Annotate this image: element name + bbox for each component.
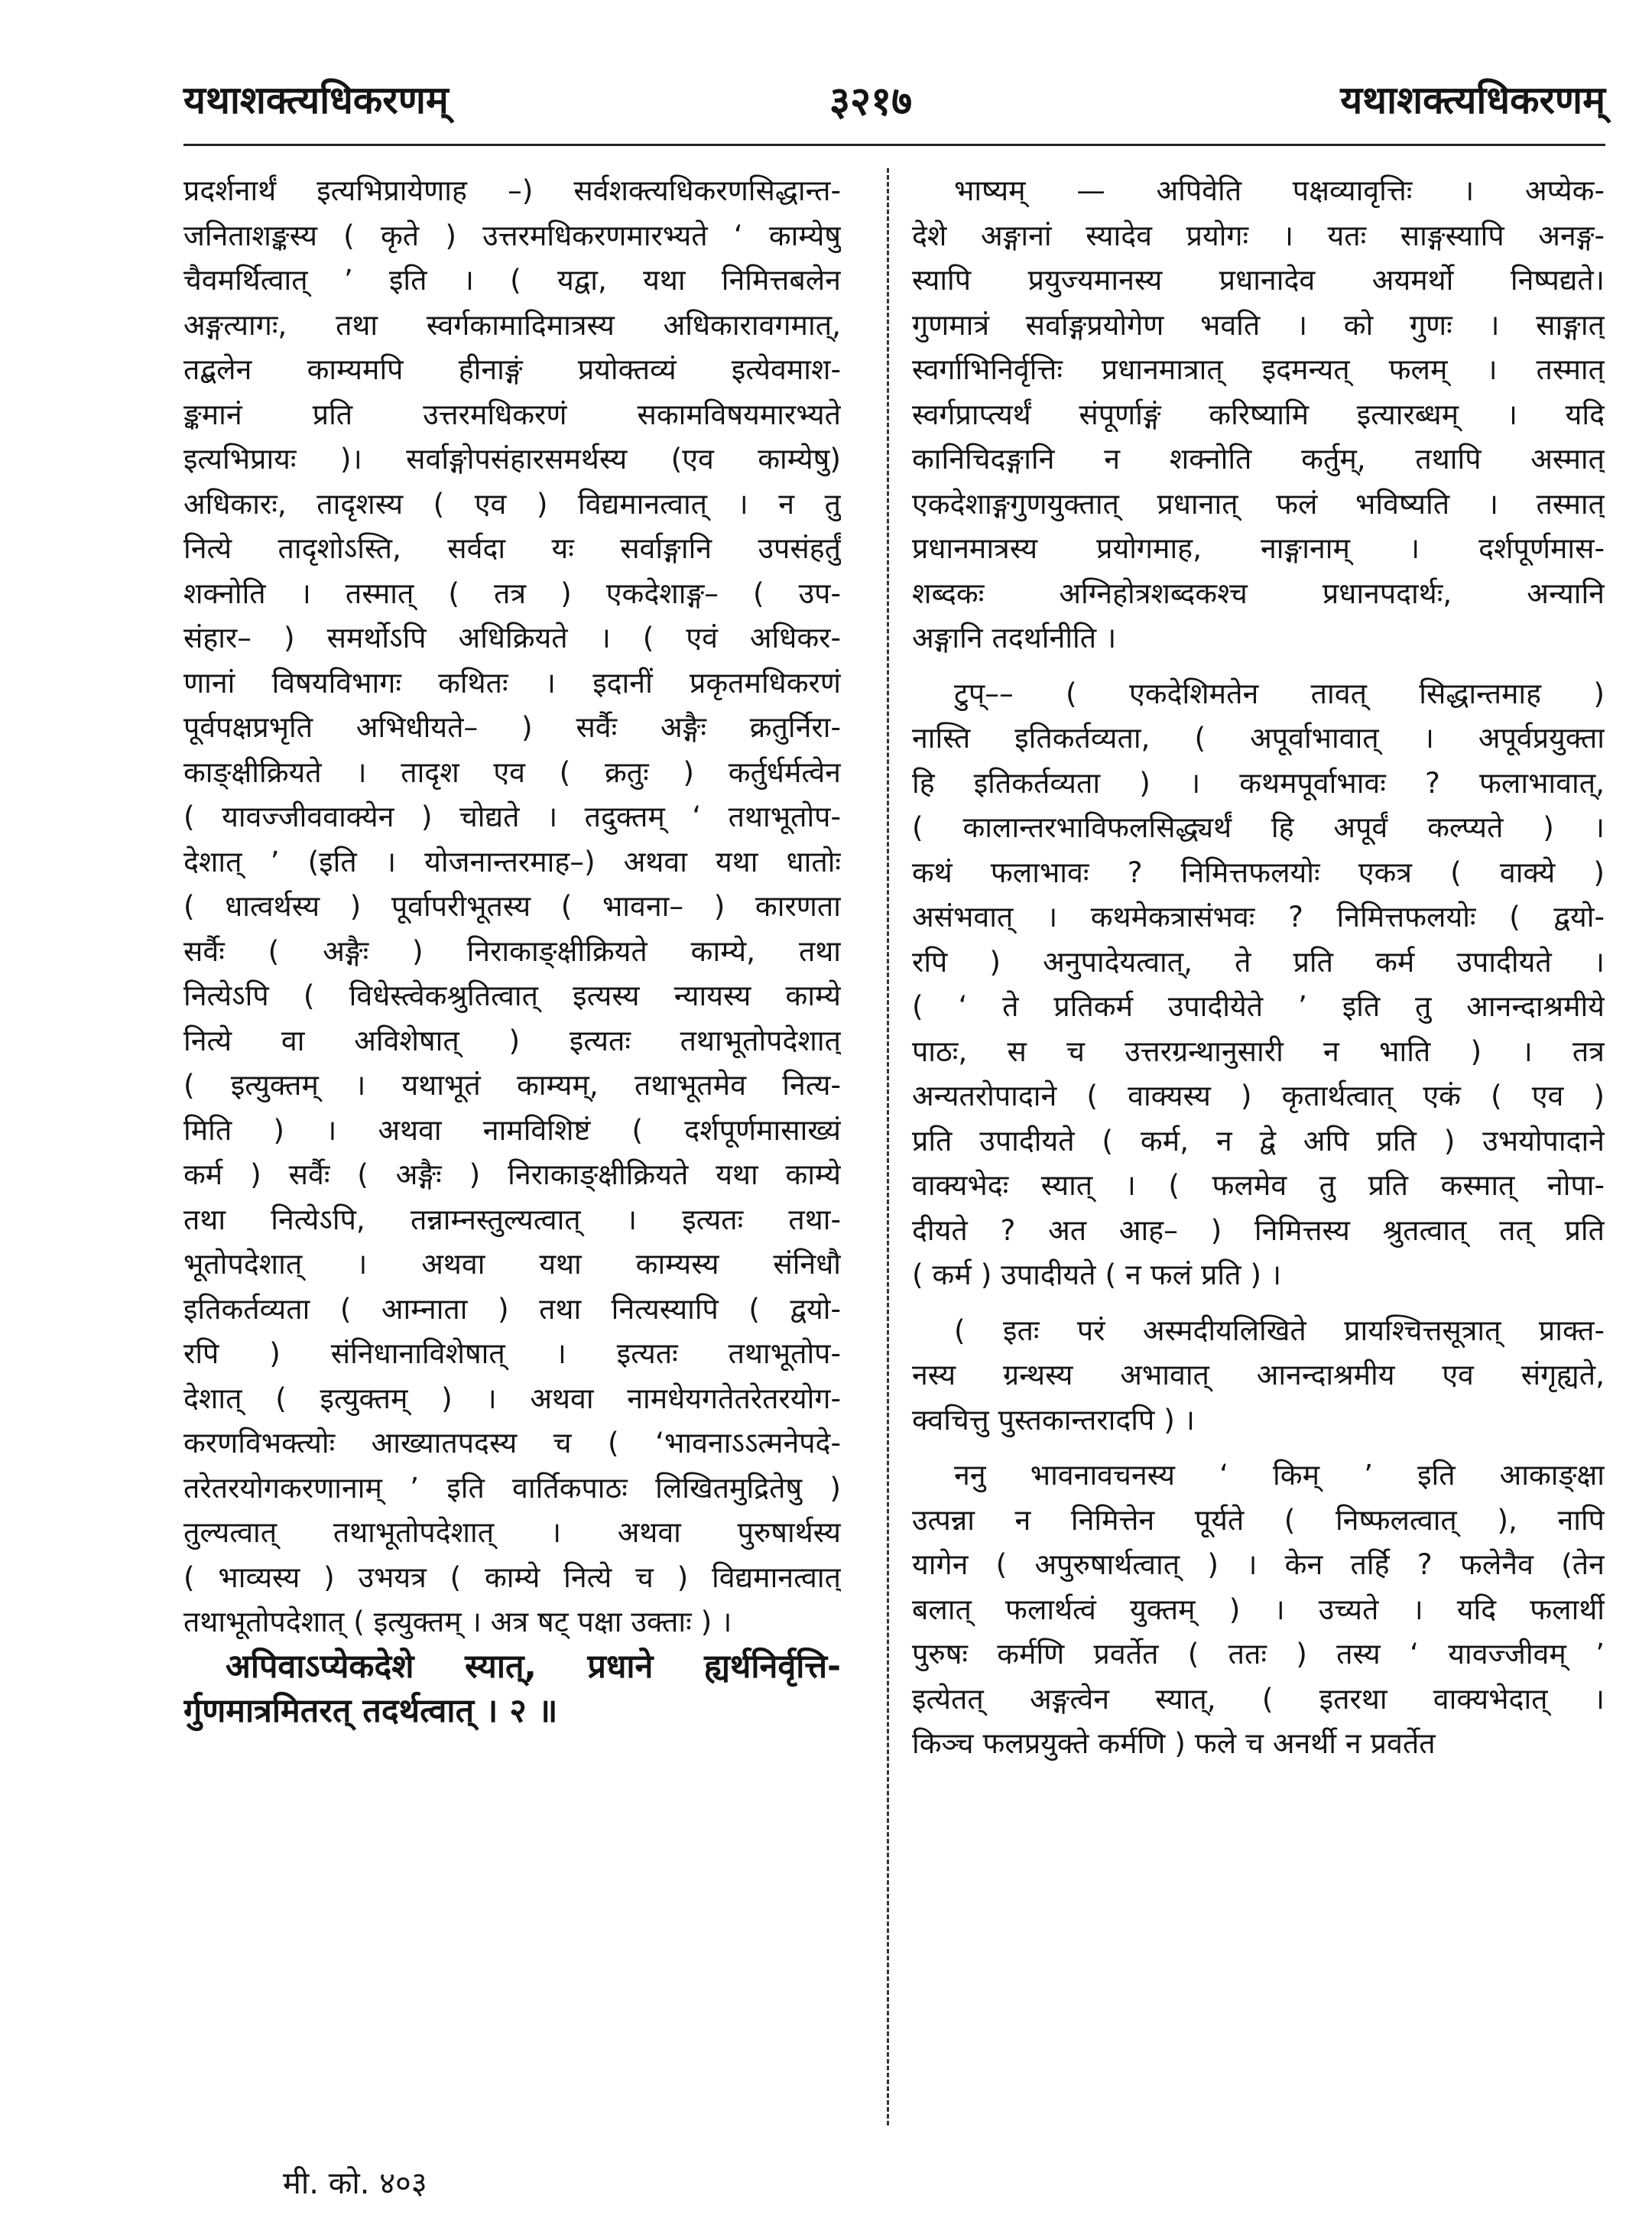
text-line: कर्म ) सर्वैः ( अङ्गैः ) निराकाङ्क्षीक्रियते यथा काम्ये xyxy=(183,1158,841,1191)
text-line: टुप्–– ( एकदेशिमतेन तावत् सिद्धान्तमाह ) xyxy=(954,676,1605,710)
text-line: नित्येऽपि ( विधेस्त्वेकश्रुतित्वात् इत्यस्य न्यायस्य काम्ये xyxy=(183,979,841,1012)
column-divider xyxy=(887,168,889,2125)
text-line: ( कर्म ) उपादीयते ( न फलं प्रति ) । xyxy=(912,1258,1282,1291)
text-line: संहार– ) समर्थोऽपि अधिक्रियते । ( एवं अधिकर- xyxy=(183,621,841,654)
text-line: स्वर्गप्राप्त्यर्थं संपूर्णाङ्गं करिष्यामि इत्यारब्धम् । यदि xyxy=(912,397,1605,431)
text-line: उत्पन्ना न निमित्तेन पूर्यते ( निष्फलत्वात् ), नापि xyxy=(912,1502,1605,1537)
text-line: तद्बलेन काम्यमपि हीनाङ्गं प्रयोक्तव्यं इत्येवमाश- xyxy=(183,352,841,386)
text-line: जनिताशङ्कस्य ( कृते ) उत्तरमधिकरणमारभ्यते ‘ काम्येषु xyxy=(183,218,841,252)
text-line: इत्येतत् अङ्गत्वेन स्यात्, ( इतरथा वाक्यभेदात् । xyxy=(912,1681,1605,1716)
text-line: र्गुणमात्रमितरत् तदर्थत्वात् । २ ॥ xyxy=(183,1692,558,1730)
page-header xyxy=(183,73,1605,141)
text-line: चैवमर्थित्वात् ’ इति । ( यद्वा, यथा निमित्तबलेन xyxy=(183,263,841,297)
left-column xyxy=(183,168,841,1734)
text-line: रपि ) अनुपादेयत्वात्, ते प्रति कर्म उपादीयते । xyxy=(912,944,1605,979)
text-line: अङ्गत्यागः, तथा स्वर्गकामादिमात्रस्य अधिकारावगमात्, xyxy=(183,307,841,342)
text-line: नस्य ग्रन्थस्य अभावात् आनन्दाश्रमीय एव संगृह्यते, xyxy=(912,1358,1605,1391)
text-line: तथाभूतोपदेशात् ( इत्युक्तम् । अत्र षट् पक्षा उक्ताः ) । xyxy=(183,1605,732,1638)
text-line: शब्दकः अग्निहोत्रशब्दकश्च प्रधानपदार्थः, अन्यानि xyxy=(912,576,1605,610)
text-line: बलात् फलार्थत्वं युक्तम् ) । उच्यते । यदि फलार्थी xyxy=(912,1592,1605,1626)
text-line: देशात् ( इत्युक्तम् ) । अथवा नामधेयगतेतरेतरयोग- xyxy=(183,1381,841,1415)
text-line: स्वर्गाभिनिर्वृत्तिः प्रधानमात्रात् इदमन्यत् फलम् । तस्मात् xyxy=(912,352,1605,386)
running-title-left: यथाशक्त्यधिकरणम् xyxy=(183,78,449,122)
text-line: भूतोपदेशात् । अथवा यथा काम्यस्य संनिधौ xyxy=(183,1247,841,1281)
text-line: ङ्कमानं प्रति उत्तरमधिकरणं सकामविषयमारभ्यते xyxy=(183,397,841,431)
text-line: हि इतिकर्तव्यता ) । कथमपूर्वाभावः ? फलाभावात्, xyxy=(912,765,1605,800)
text-line: प्रति उपादीयते ( कर्म, न द्वे अपि प्रति ) उभयोपादाने xyxy=(912,1123,1605,1158)
bhashya-section xyxy=(912,168,1605,661)
text-line: ( भाव्यस्य ) उभयत्र ( काम्ये नित्ये च ) विद्यमानत्वात् xyxy=(183,1560,841,1594)
text-line: यागेन ( अपुरुषार्थत्वात् ) । केन तर्हि ? फलेनैव (तेन xyxy=(912,1547,1605,1581)
text-line: करणविभक्त्योः आख्यातपदस्य च ( ‘भावनाऽऽत्मनेपदे- xyxy=(183,1426,841,1460)
text-line: देशात् ’ (इति । योजनान्तरमाह–) अथवा यथा धातोः xyxy=(183,844,841,878)
text-line: दीयते ? अत आह– ) निमित्तस्य श्रुतत्वात् तत् प्रति xyxy=(912,1213,1605,1247)
text-line: शक्नोति । तस्मात् ( तत्र ) एकदेशाङ्ग– ( उप- xyxy=(183,576,841,610)
text-line: काङ्क्षीक्रियते । तादृश एव ( क्रतुः ) कर्तुर्धर्मत्वेन xyxy=(183,755,841,789)
text-line: तथा नित्येऽपि, तन्नाम्नस्तुल्यत्वात् । इत्यतः तथा- xyxy=(183,1202,841,1236)
text-line: ननु भावनावचनस्य ‘ किम् ’ इति आकाङ्क्षा xyxy=(954,1458,1605,1492)
text-line: अन्यतरोपादाने ( वाक्यस्य ) कृतार्थत्वात् एकं ( एव ) xyxy=(912,1079,1605,1112)
text-line: ( इत्युक्तम् । यथाभूतं काम्यम्, तथाभूतमेव नित्य- xyxy=(183,1068,841,1102)
text-line: सर्वैः ( अङ्गैः ) निराकाङ्क्षीक्रियते काम्ये, तथा xyxy=(183,934,841,968)
left-column-text xyxy=(183,168,841,1645)
text-line: भाष्यम् — अपिवेति पक्षव्यावृत्तिः । अप्येक- xyxy=(954,174,1605,207)
page-number: ३२१७ xyxy=(829,79,913,125)
footer-signature: मी. को. ४०३ xyxy=(283,2166,427,2201)
text-line: इतिकर्तव्यता ( आम्नाता ) तथा नित्यस्यापि ( द्वयो- xyxy=(183,1291,841,1326)
text-line: कानिचिदङ्गानि न शक्नोति कर्तुम्, तथापि अस्मात् xyxy=(912,442,1605,476)
right-column xyxy=(912,168,1605,1766)
text-line: ( कालान्तरभाविफलसिद्ध्यर्थं हि अपूर्वं कल्प्यते ) । xyxy=(912,810,1605,844)
text-line: पूर्वपक्षप्रभृति अभिधीयते– ) सर्वैः अङ्गैः क्रतुर्निरा- xyxy=(183,710,841,744)
text-line: पाठः, स च उत्तरग्रन्थानुसारी न भाति ) । तत्र xyxy=(912,1034,1605,1068)
text-line: पुरुषः कर्मणि प्रवर्तेत ( ततः ) तस्य ‘ यावज्जीवम् ’ xyxy=(912,1637,1605,1671)
text-line: ( धात्वर्थस्य ) पूर्वापरीभूतस्य ( भावना– ) कारणता xyxy=(183,889,841,923)
text-line: णानां विषयविभागः कथितः । इदानीं प्रकृतमधिकरणं xyxy=(183,665,841,700)
text-line: नित्ये वा अविशेषात् ) इत्यतः तथाभूतोपदेशात् xyxy=(183,1023,841,1057)
sutra-text xyxy=(183,1645,841,1734)
tup-section xyxy=(912,671,1605,1297)
text-line: गुणमात्रं सर्वाङ्गप्रयोगेण भवति । को गुणः । साङ्गात् xyxy=(912,307,1605,342)
text-line: ( ‘ ते प्रतिकर्म उपादीयेते ’ इति तु आनन्दाश्रमीये xyxy=(912,989,1605,1023)
text-line: असंभवात् । कथमेकत्रासंभवः ? निमित्तफलयोः ( द्वयो- xyxy=(912,900,1605,934)
text-line: अपिवाऽप्येकदेशे स्यात्, प्रधाने ह्यर्थनिर्वृत्ति- xyxy=(226,1647,841,1686)
text-line: तरेतरयोगकरणानाम् ’ इति वार्तिकपाठः लिखितमुद्रितेषु ) xyxy=(183,1470,841,1505)
text-line: ( इतः परं अस्मदीयलिखिते प्रायश्चित्तसूत्रात् प्राक्त- xyxy=(954,1313,1605,1347)
text-line: इत्यभिप्रायः )। सर्वाङ्गोपसंहारसमर्थस्य (एव काम्येषु) xyxy=(183,442,841,476)
text-line: प्रधानमात्रस्य प्रयोगमाह, नाङ्गानाम् । दर्शपूर्णमास- xyxy=(912,531,1605,565)
running-title-right: यथाशक्त्यधिकरणम् xyxy=(1340,78,1605,122)
text-line: नास्ति इतिकर्तव्यता, ( अपूर्वाभावात् । अपूर्वप्रयुक्ता xyxy=(912,721,1605,755)
text-line: स्यापि प्रयुज्यमानस्य प्रधानादेव अयमर्थो निष्पद्यते। xyxy=(912,263,1605,297)
text-line: अधिकारः, तादृशस्य ( एव ) विद्यमानत्वात् । न तु xyxy=(183,486,841,521)
text-line: ( यावज्जीववाक्येन ) चोद्यते । तदुक्तम् ‘ तथाभूतोप- xyxy=(183,800,841,833)
nanu-section xyxy=(912,1453,1605,1766)
text-line: एकदेशाङ्गगुणयुक्तात् प्रधानात् फलं भविष्यति । तस्मात् xyxy=(912,486,1605,521)
header-rule xyxy=(183,144,1605,146)
text-line: प्रदर्शनार्थं इत्यभिप्रायेणाह –) सर्वशक्त्यधिकरणसिद्धान्त- xyxy=(183,174,841,207)
text-line: कथं फलाभावः ? निमित्तफलयोः एकत्र ( वाक्ये ) xyxy=(912,855,1605,889)
text-line: अङ्गानि तदर्थानीति । xyxy=(912,621,1117,654)
text-line: क्वचित्तु पुस्तकान्तरादपि ) । xyxy=(912,1402,1196,1437)
text-line: वाक्यभेदः स्यात् । ( फलमेव तु प्रति कस्मात् नोपा- xyxy=(912,1168,1605,1202)
editorial-note-section xyxy=(912,1308,1605,1443)
text-line: किञ्च फलप्रयुक्ते कर्मणि ) फले च अनर्थी न प्रवर्तेत xyxy=(912,1726,1436,1760)
text-line: देशे अङ्गानां स्यादेव प्रयोगः । यतः साङ्गस्यापि अनङ्ग- xyxy=(912,218,1605,252)
text-line: रपि ) संनिधानाविशेषात् । इत्यतः तथाभूतोप- xyxy=(183,1336,841,1370)
text-line: तुल्यत्वात् तथाभूतोपदेशात् । अथवा पुरुषार्थस्य xyxy=(183,1515,841,1549)
text-line: नित्ये तादृशोऽस्ति, सर्वदा यः सर्वाङ्गानि उपसंहर्तुं xyxy=(183,531,841,565)
text-line: मिति ) । अथवा नामविशिष्टं ( दर्शपूर्णमासाख्यं xyxy=(183,1112,841,1147)
